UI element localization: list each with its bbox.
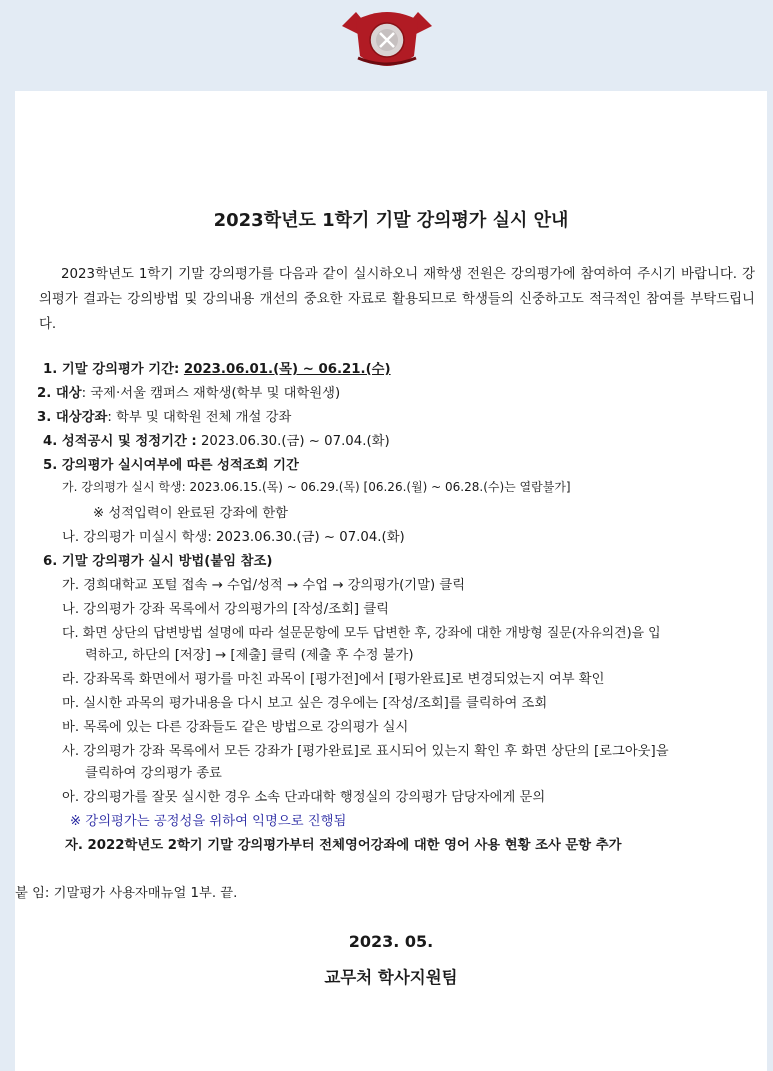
item-5a-note: ※ 성적입력이 완료된 강좌에 한함 bbox=[93, 506, 289, 521]
item-6: 6. 기말 강의평가 실시 방법(붙임 참조) bbox=[43, 554, 273, 569]
notice-date: 2023. 05. bbox=[348, 932, 434, 951]
item-6g-line1: 사. 강의평가 강좌 목록에서 모든 강좌가 [평가완료]로 표시되어 있는지 확인 후 화면 상단의 [로그아웃]을 bbox=[62, 744, 669, 759]
issuing-office: 교무처 학사지원팀 bbox=[324, 968, 458, 987]
notice-page bbox=[15, 91, 767, 1071]
item-6d: 라. 강좌목록 화면에서 평가를 마친 과목이 [평가전]에서 [평가완료]로 변경되었는지 여부 확인 bbox=[62, 672, 605, 687]
item-3: 3. 대상강좌: 학부 및 대학원 전체 개설 강좌 bbox=[37, 410, 292, 425]
item-6c-line2: 력하고, 하단의 [저장] → [제출] 클릭 (제출 후 수정 불가) bbox=[85, 648, 414, 663]
item-6-note: ※ 강의평가는 공정성을 위하여 익명으로 진행됨 bbox=[70, 814, 347, 829]
intro-paragraph: 2023학년도 1학기 기말 강의평가를 다음과 같이 실시하오니 재학생 전원은 강의평가에 참여하여 주시기 바랍니다. 강의평가 결과는 강의방법 및 강의내용 개선의 중요한 자료로 활용되므로 학생들의 신중하고도 적극적인 참여를 부탁드립니다. bbox=[39, 267, 755, 332]
item-6g-line2: 클릭하여 강의평가 종료 bbox=[85, 766, 222, 781]
item-6a: 가. 경희대학교 포털 접속 → 수업/성적 → 수업 → 강의평가(기말) 클릭 bbox=[62, 578, 466, 593]
item-6c-line1: 다. 화면 상단의 답변방법 설명에 따라 설문문항에 모두 답변한 후, 강좌에 대한 개방형 질문(자유의견)을 입 bbox=[62, 626, 661, 641]
item-5a: 가. 강의평가 실시 학생: 2023.06.15.(목) ~ 06.29.(목) [06.26.(월) ~ 06.28.(수)는 열람불가] bbox=[62, 480, 571, 494]
item-1: 1. 기말 강의평가 기간: 2023.06.01.(목) ~ 06.21.(수) bbox=[43, 362, 391, 377]
notice-title: 2023학년도 1학기 기말 강의평가 실시 안내 bbox=[213, 210, 569, 231]
item-5: 5. 강의평가 실시여부에 따른 성적조회 기간 bbox=[43, 458, 299, 473]
university-emblem bbox=[336, 4, 438, 74]
item-6i: 자. 2022학년도 2학기 기말 강의평가부터 전체영어강좌에 대한 영어 사용 현황 조사 문항 추가 bbox=[65, 838, 622, 853]
item-4: 4. 성적공시 및 정정기간 : 2023.06.30.(금) ~ 07.04.(화) bbox=[43, 434, 390, 449]
attachment-note: 붙 임: 기말평가 사용자매뉴얼 1부. 끝. bbox=[15, 886, 238, 901]
item-6b: 나. 강의평가 강좌 목록에서 강의평가의 [작성/조회] 클릭 bbox=[62, 602, 390, 617]
item-6e: 마. 실시한 과목의 평가내용을 다시 보고 싶은 경우에는 [작성/조회]를 클릭하여 조회 bbox=[62, 696, 548, 711]
item-5b: 나. 강의평가 미실시 학생: 2023.06.30.(금) ~ 07.04.(화) bbox=[62, 530, 405, 545]
item-6f: 바. 목록에 있는 다른 강좌들도 같은 방법으로 강의평가 실시 bbox=[62, 720, 409, 735]
item-6h: 아. 강의평가를 잘못 실시한 경우 소속 단과대학 행정실의 강의평가 담당자에게 문의 bbox=[62, 790, 546, 805]
item-2: 2. 대상: 국제·서울 캠퍼스 재학생(학부 및 대학원생) bbox=[37, 386, 341, 401]
